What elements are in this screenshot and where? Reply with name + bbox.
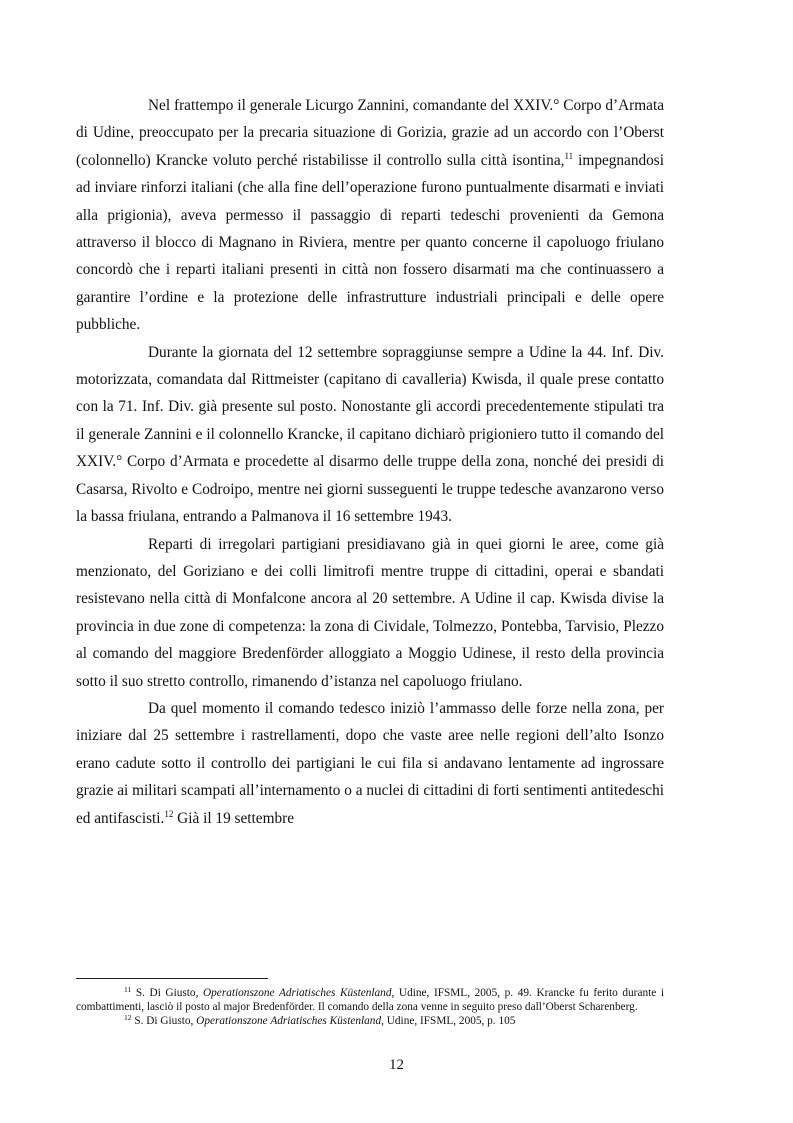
footnotes [76, 986, 664, 1028]
paragraph: Reparti di irregolari partigiani presidiavano già in quei giorni le aree, come già menzionato, del Goriziano e dei colli limitrofi mentre truppe di cittadini, operai e sbandati resistevano nella città di Monfalcone ancora al 20 settembre. A Udine il cap. Kwisda divise la provincia in due zone di competenza: la zona di Cividale, Tolmezzo, Pontebba, Tarvisio, Plezzo al comando del maggiore Bredenförder alloggiato a Moggio Udinese, il resto della provincia sotto il suo stretto controllo, rimanendo d’istanza nel capoluogo friulano. [76, 535, 664, 690]
page-number: 12 [389, 1057, 404, 1073]
paragraph: Da quel momento il comando tedesco iniziò l’ammasso delle forze nella zona, per iniziare dal 25 settembre i rastrellamenti, dopo che vaste aree nelle regioni dell’alto Isonzo erano cadute sotto il controllo dei partigiani le cui fila si andavano lentamente ad ingrossare grazie ai militari scampati all’internamento o a nuclei di cittadini di forti sentimenti antitedeschi ed antifascisti.$^{12}$ Già il 19 settembre [76, 699, 664, 827]
source-title: Operationszone Adriatisches Küstenland [203, 987, 392, 999]
paragraph: Durante la giornata del 12 settembre sopraggiunse sempre a Udine la 44. Inf. Div. motorizzata, comandata dal Rittmeister (capitano di cavalleria) Kwisda, il quale prese contatto con la 71. Inf. Div. già presente sul posto. Nonostante gli accordi precedentemente stipulati tra il generale Zannini e il colonnello Krancke, il capitano dichiarò prigioniero tutto il comando del XXIV.° Corpo d’Armata e procedette al disarmo delle truppe della zona, nonché dei presidi di Casarsa, Rivolto e Codroipo, mentre nei giorni susseguenti le truppe tedesche avanzarono verso la bassa friulana, entrando a Palmanova il 16 settembre 1943. [76, 343, 664, 526]
footnote-ref-11: 11 [564, 150, 574, 161]
footnote-12: $^{12}$ S. Di Giusto, Operationszone Adriatisches Küstenland, Udine, IFSML, 2005, p. 105 [124, 1013, 516, 1027]
body-text [76, 92, 664, 832]
source-title: Operationszone Adriatisches Küstenland [196, 1015, 382, 1027]
footnote-divider [76, 978, 268, 979]
paragraph: Nel frattempo il generale Licurgo Zannini, comandante del XXIV.° Corpo d’Armata di Udine, preoccupato per la precaria situazione di Gorizia, grazie ad un accordo con l’Oberst (colonnello) Krancke voluto perché ristabilisse il controllo sulla città isontina,$^{11}$ impegnandosi ad inviare rinforzi italiani (che alla fine dell’operazione furono puntualmente disarmati e inviati alla prigionia), aveva permesso il passaggio di reparti tedeschi provenienti da Gemona attraverso il blocco di Magnano in Riviera, mentre per quanto concerne il capoluogo friulano concordò che i reparti italiani presenti in città non fossero disarmati ma che continuassero a garantire l’ordine e la protezione delle infrastrutture industriali principali e delle opere pubbliche. [76, 97, 664, 334]
footnote-11: $^{11}$ S. Di Giusto, Operationszone Adriatisches Küstenland, Udine, IFSML, 2005, p. 49. Krancke fu ferito durante i combattimenti, lasciò il posto al major Bredenförder. Il comando della zona venne in seguito preso dall’Oberst Scharenberg. [76, 985, 664, 1013]
footnote-ref-12: 12 [164, 808, 174, 819]
